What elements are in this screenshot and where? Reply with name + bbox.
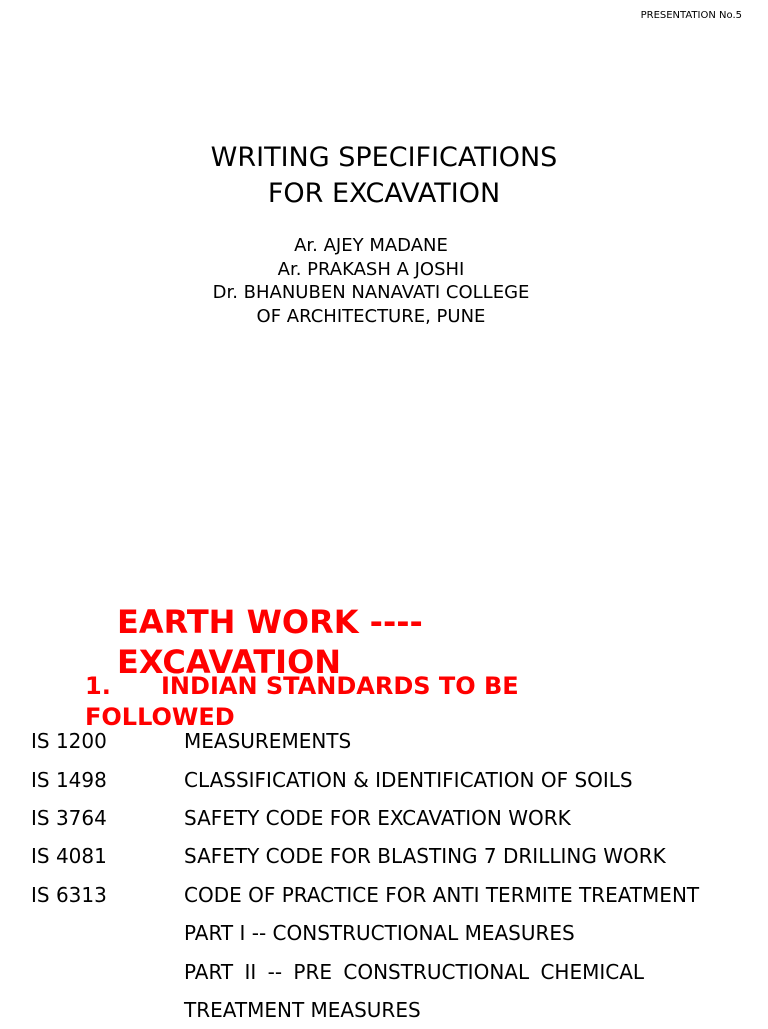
title-line-2: FOR EXCAVATION [267, 178, 501, 209]
standards-list [31, 722, 751, 1029]
author-line: Ar. AJEY MADANE [294, 235, 448, 256]
standard-code: IS 1200 [31, 729, 107, 754]
standard-sub-item: TREATMENT MEASURES [184, 997, 421, 1022]
standard-code: IS 3764 [31, 805, 107, 830]
standard-row [31, 799, 751, 837]
standard-code: IS 6313 [31, 882, 107, 907]
standard-code: IS 1498 [31, 767, 107, 792]
standard-row [31, 837, 751, 875]
presentation-label: PRESENTATION No.5 [640, 10, 742, 21]
author-line: Dr. BHANUBEN NANAVATI COLLEGE [212, 282, 530, 303]
standard-sub-item: PART I -- CONSTRUCTIONAL MEASURES [184, 921, 575, 946]
standard-description: CLASSIFICATION & IDENTIFICATION OF SOILS [184, 767, 633, 792]
author-line: OF ARCHITECTURE, PUNE [256, 305, 486, 327]
standard-description: SAFETY CODE FOR EXCAVATION WORK [184, 805, 571, 830]
standard-row [31, 876, 751, 914]
standard-row [31, 760, 751, 798]
title-line-1: WRITING SPECIFICATIONS [210, 142, 558, 173]
standard-sub-row [31, 914, 751, 952]
standard-description: MEASUREMENTS [184, 729, 352, 754]
standard-row [31, 722, 751, 760]
section-number: 1. [85, 672, 111, 700]
authors-block [0, 234, 742, 328]
slide-heading: EARTH WORK ---- EXCAVATION [117, 603, 423, 681]
document-title [0, 140, 768, 212]
author-line: Ar. PRAKASH A JOSHI [277, 258, 465, 280]
standard-sub-row [31, 991, 751, 1029]
standard-sub-item: PART II -- PRE CONSTRUCTIONAL CHEMICAL [184, 959, 645, 984]
standard-sub-row [31, 952, 751, 990]
standard-code: IS 4081 [31, 844, 107, 869]
standard-description: CODE OF PRACTICE FOR ANTI TERMITE TREATMENT [184, 882, 700, 907]
section-title: INDIAN STANDARDS TO BE FOLLOWED [85, 672, 519, 731]
standard-description: SAFETY CODE FOR BLASTING 7 DRILLING WORK [184, 844, 666, 869]
